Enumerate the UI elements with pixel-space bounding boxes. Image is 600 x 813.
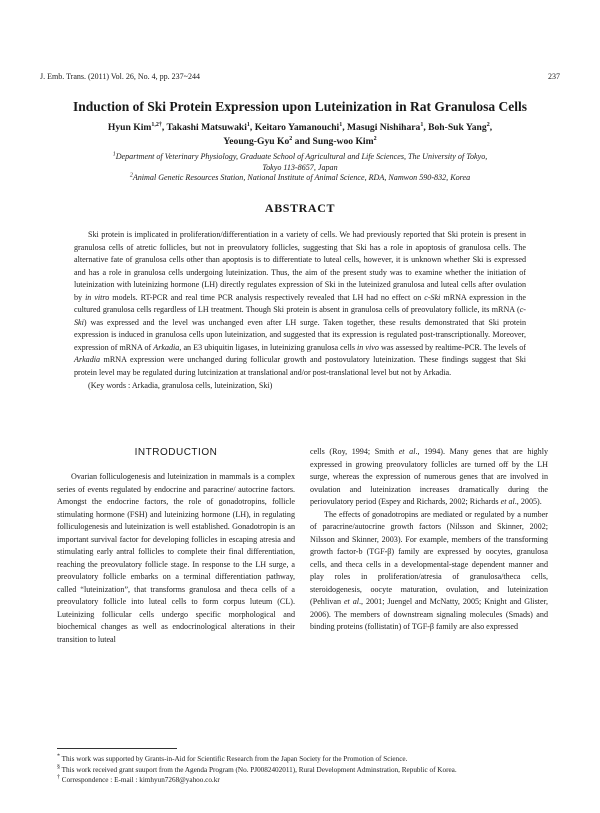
author-list [40,121,560,149]
footnote-text: This work was supported by Grants-in-Aid for Scientific Research from the Japan Society for the Promotion of Science. [61,755,408,763]
text-run: ) was expressed and the level was unchanged even after LH surge. Taken together, these results demonstrated that Ski protein expression is induced in granulosa cells upon luteinization, and suggested that its expression is regulated post-transcriptionally. Moreover, expression of mRNA of [74,317,526,352]
author-name: Sung-woo Kim [312,136,374,147]
italic-term: et al [500,497,515,506]
journal-citation: J. Emb. Trans. (2011) Vol. 26, No. 4, pp. 237~244 [40,72,200,81]
italic-term: c-Ski [74,305,526,327]
author [166,122,249,133]
text-run: mRNA expression were unchanged during follicular growth and postovulatory luteinization. These findings suggest that Ski protein level may be regulated during lutcinization at translational and/or post-translational level but not by Arkadia. [74,355,526,378]
author-affiliation-mark: 1 [420,121,424,128]
text-run: cells (Roy, 1994; Smith [310,447,399,456]
column-left [57,446,295,646]
author [223,136,292,147]
author-name: Masugi Nishihara [347,122,421,133]
footnote-rule [57,748,177,749]
italic-term: et al [398,447,416,456]
italic-term: Arkadia [153,342,180,352]
affiliations [40,152,560,184]
footnote [57,754,555,765]
footnote-mark: * [57,753,60,760]
page-number: 237 [548,72,560,81]
text-run: Ski protein is implicated in proliferation/differentiation in a variety of cells. We had previously reported that Ski protein is present in granulosa cells of atretic follicles, but not in preovulatory follicles, suggesting that Ski has a role in apoptosis of granulosa cells. The alternative fate of granulosa cells other than apoptosis is to differentiate to luteal cells, however, it is unknown whether Ski is expressed and has a role in granulosa cells undergoing luteinization. Thus, the aim of the present study was to examine whether the initiation of luteinization with luteinizing hormone (LH) directly regulates expression of Ski in the luteinized granulosa and luteal cells after ovulation by [74,230,526,302]
footnote-mark: † [57,774,60,781]
footnote-text: Correspondence : E-mail : kimhyun7268@yahoo.co.kr [61,776,220,784]
italic-term: Arkadia [74,355,101,365]
author [255,122,342,133]
italic-term: in vivo [357,342,379,352]
author-name: Takashi Matsuwaki [166,122,247,133]
author-affiliation-mark: 2 [373,135,377,142]
author-affiliation-mark: 2 [289,135,293,142]
text-run: ., 1994). Many genes that are highly expressed in growing preovulatory follicles are turned off by the LH surge, whereas the expression of numerous genes that are involved in ovulation and luteinization increases dramatically during the periovulatory period (Espey and Richards, 2002; Richards [310,447,549,506]
abstract-body [74,229,526,380]
author [313,136,377,147]
author [428,122,490,133]
author [108,122,162,133]
footnotes [57,754,555,786]
author-name: Yeoung-Gyu Ko [223,136,290,147]
italic-term: in vitro [85,292,110,302]
introduction-heading: INTRODUCTION [134,447,218,458]
text-run: models. RT-PCR and real time PCR analysis respectively revealed that LH had no effect on [109,292,425,302]
text-run: , an E3 ubiquitin ligases, in luteinizing granulosa cells [179,342,358,352]
article-title: Induction of Ski Protein Expression upon Luteinization in Rat Granulosa Cells [72,99,528,114]
author-line-1: Hyun Kim$^{1,2\dagger}$, Takashi Matsuwaki$^1$, Keitaro Yamanouchi$^1$, Masugi Nishihara$^1$, Boh-Suk Yang$^2$, [107,121,493,133]
introduction-paragraph-1 [57,471,295,646]
affiliation-line [40,152,560,163]
affiliation-text: Animal Genetic Resources Station, National Institute of Animal Science, RDA, Namwon 590-832, Korea [132,173,471,182]
introduction-paragraph-2 [310,509,548,634]
text-run: ., 2001; Juengel and McNatty, 2005; Knight and Glister, 2006). The members of downstream signaling molecules (Smads) and binding proteins (follistatin) of TGF-β family are also expressed [310,597,548,631]
text-run: Ovarian folliculogenesis and luteinization in mammals is a complex series of events regulated by endocrine and paracrine/ autocrine factors. Amongst the endocrine factors, the role of gonadotropins, follicle stimulating hormone (FSH) and luteinizing hormone (LH), in regulating folliculogenesis and luteinization is well established. Gonadotropin is an important survival factor for developing follicles in escaping atresia and stimulating early antral follicles to complete their final differentiation, reaching the preovulatory follicle stage. In response to the LH surge, a preovulatory follicle embarks on a terminal differentiation pathway, called “luteinization”, that transforms granulosa and theca cells of a preovulatory follicle into luteal cells to form corpus luteum (CL). Luteinizing follicular cells undergo specific morphological and biochemical changes as well as endocrinological alterations in their transition to luteal [57,472,295,644]
author-line-2: Yeoung-Gyu Ko$^2$ and Sung-woo Kim$^2$ [223,135,377,147]
text-run: ., 2005). [514,497,542,506]
text-run: The effects of gonadotropins are mediated or regulated by a number of paracrine/autocrine growth factors (Nilsson and Skinner, 2002; Nilsson and Skinner, 2003). For example, members of the transforming growth factor-b (TGF-β) family are expressed by oocytes, granulosa cells, and theca cells in a developmental-stage dependent manner and play roles in proliferation/atresia of granulosa/theca cells, steroidogenesis, oocyte maturation, ovulation, and luteinization (Pehlivan [310,509,548,606]
introduction-paragraph-1-continued [310,446,548,509]
affiliation-line [40,173,560,184]
affiliation-mark: 1 [112,151,116,158]
affiliation-text: Department of Veterinary Physiology, Graduate School of Agricultural and Life Sciences, The University of Tokyo, [115,152,488,161]
author-name: Hyun Kim [107,122,152,133]
footnote [57,775,555,786]
affiliation-text: Tokyo 113-8657, Japan [262,162,338,172]
affiliation-mark: 2 [129,172,133,179]
column-right [310,446,548,634]
abstract [74,229,526,392]
abstract-heading: ABSTRACT [264,201,336,215]
footnote-text: This work received grant suuport from the Agenda Program (No. PJ0082402011), Rural Development Adminstration, Republic of Korea. [61,765,457,774]
author-affiliation-mark: 1 [339,121,343,128]
author [347,122,423,133]
footnote-mark: § [57,764,60,771]
author-name: Boh-Suk Yang [428,122,487,133]
text-run: was assessed by realtime-PCR. The levels of [378,342,526,352]
italic-term: c-Ski [424,292,441,302]
italic-term: et al [343,597,360,606]
author-name: Keitaro Yamanouchi [254,122,340,133]
author-affiliation-mark: 1 [246,121,250,128]
keywords: (Key words : Arkadia, granulosa cells, luteinization, Ski) [88,380,273,390]
author-affiliation-mark: 2 [486,121,490,128]
footnote [57,765,555,776]
text-run: mRNA expression in the cultured granulosa cells regardless of LH treatment. Though Ski protein is absent in granulosa cells of preovulatory follicle, its mRNA ( [74,292,526,315]
author-affiliation-mark: 1,2† [151,121,162,128]
affiliation-line [40,163,560,174]
